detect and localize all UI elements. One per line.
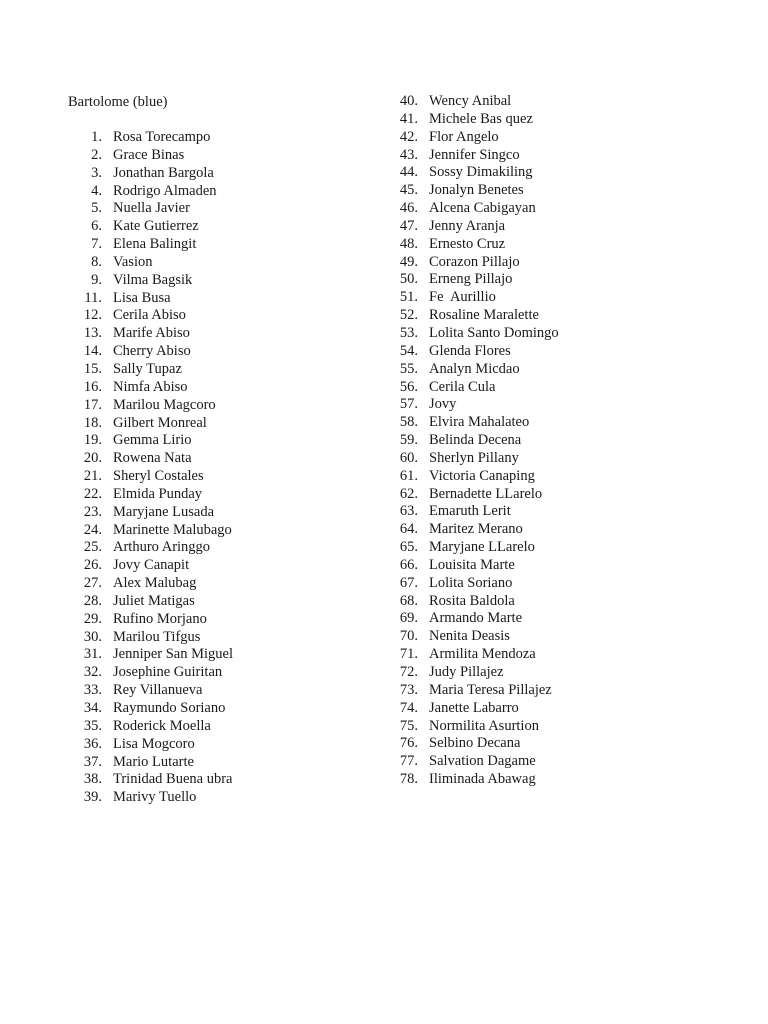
item-name: Jenniper San Miguel bbox=[113, 646, 234, 663]
list-item bbox=[68, 147, 233, 165]
item-name: Rosita Baldola bbox=[429, 592, 515, 609]
list-item bbox=[384, 307, 559, 325]
item-number: 66. bbox=[399, 556, 418, 573]
list-item bbox=[68, 415, 233, 433]
list-item bbox=[384, 254, 559, 272]
item-name: Rufino Morjano bbox=[113, 610, 207, 627]
item-name: Selbino Decana bbox=[429, 735, 521, 752]
item-number: 31. bbox=[83, 646, 102, 663]
item-name: Maritez Merano bbox=[429, 521, 523, 538]
item-name: Rosa Torecampo bbox=[113, 129, 211, 145]
item-name: Marinette Malubago bbox=[113, 521, 232, 538]
item-name: Marivy Tuello bbox=[113, 789, 197, 806]
item-name: Elena Balingit bbox=[113, 236, 197, 253]
item-number: 34. bbox=[83, 700, 102, 716]
item-name: Josephine Guiritan bbox=[113, 664, 223, 681]
item-number: 65. bbox=[399, 539, 418, 556]
list-item bbox=[384, 236, 559, 254]
item-number: 23. bbox=[83, 503, 102, 520]
item-number: 72. bbox=[399, 664, 418, 680]
item-name: Marife Abiso bbox=[113, 325, 190, 342]
item-number: 64. bbox=[399, 521, 418, 538]
item-name: Rey Villanueva bbox=[113, 682, 203, 699]
item-name: Kate Gutierrez bbox=[113, 218, 199, 235]
list-item bbox=[384, 682, 559, 700]
list-item bbox=[384, 771, 559, 789]
item-number: 76. bbox=[399, 735, 418, 752]
item-name: Bernadette LLarelo bbox=[429, 485, 543, 502]
item-number: 4. bbox=[91, 182, 102, 199]
item-name: Michele Bas quez bbox=[429, 110, 533, 127]
item-number: 73. bbox=[399, 681, 418, 698]
list-item bbox=[68, 450, 233, 468]
item-number: 71. bbox=[399, 646, 418, 663]
item-name: Iliminada Abawag bbox=[429, 771, 536, 788]
item-number: 18. bbox=[83, 414, 102, 431]
item-number: 36. bbox=[83, 735, 102, 752]
list-item bbox=[68, 343, 233, 361]
item-number: 74. bbox=[399, 699, 418, 716]
list-item bbox=[68, 379, 233, 397]
item-number: 30. bbox=[83, 628, 102, 645]
list-item bbox=[384, 753, 559, 771]
item-number: 9. bbox=[91, 271, 102, 288]
item-number: 70. bbox=[399, 628, 418, 645]
item-number: 26. bbox=[83, 557, 102, 574]
list-item bbox=[68, 664, 233, 682]
item-name: Maria Teresa Pillajez bbox=[429, 681, 552, 698]
list-item bbox=[384, 129, 559, 147]
item-number: 40. bbox=[399, 93, 418, 109]
item-name: Lisa Busa bbox=[113, 289, 171, 306]
item-name: Mario Lutarte bbox=[113, 753, 194, 770]
item-name: Corazon Pillajo bbox=[429, 253, 520, 270]
item-number: 3. bbox=[91, 164, 102, 181]
list-item bbox=[68, 200, 233, 218]
item-number: 2. bbox=[91, 146, 102, 163]
item-name: Grace Binas bbox=[113, 146, 185, 163]
item-name: Lolita Soriano bbox=[429, 574, 513, 591]
item-number: 63. bbox=[399, 503, 418, 520]
item-number: 49. bbox=[399, 253, 418, 270]
list-item bbox=[384, 664, 559, 682]
item-number: 58. bbox=[399, 414, 418, 431]
item-number: 32. bbox=[83, 664, 102, 681]
item-name: Nenita Deasis bbox=[429, 628, 510, 645]
item-number: 33. bbox=[83, 682, 102, 699]
item-number: 60. bbox=[399, 449, 418, 466]
document-title: Bartolome (blue) bbox=[68, 94, 168, 110]
item-name: Juliet Matigas bbox=[113, 592, 195, 609]
item-name: Elvira Mahalateo bbox=[429, 414, 530, 431]
list-item bbox=[384, 539, 559, 557]
item-name: Elmida Punday bbox=[113, 485, 203, 502]
list-item bbox=[384, 700, 559, 718]
item-number: 27. bbox=[83, 575, 102, 592]
list-item bbox=[68, 325, 233, 343]
list-item bbox=[68, 718, 233, 736]
list-item bbox=[384, 271, 559, 289]
item-number: 14. bbox=[83, 343, 102, 360]
list-item bbox=[68, 432, 233, 450]
item-name: Janette Labarro bbox=[429, 699, 519, 716]
item-number: 42. bbox=[399, 128, 418, 145]
item-number: 57. bbox=[399, 396, 418, 413]
list-item bbox=[68, 165, 233, 183]
item-name: Cherry Abiso bbox=[113, 343, 191, 360]
item-number: 69. bbox=[399, 610, 418, 627]
item-name: Vasion bbox=[113, 253, 153, 270]
item-name: Jovy bbox=[429, 396, 457, 413]
list-item bbox=[384, 610, 559, 628]
list-item bbox=[384, 503, 559, 521]
item-number: 41. bbox=[399, 110, 418, 127]
item-number: 75. bbox=[399, 717, 418, 734]
item-name: Ernesto Cruz bbox=[429, 235, 506, 252]
list-item bbox=[384, 396, 559, 414]
item-name: Normilita Asurtion bbox=[429, 717, 539, 734]
list-item bbox=[384, 521, 559, 539]
list-item bbox=[384, 164, 559, 182]
item-name: Belinda Decena bbox=[429, 432, 522, 449]
item-number: 51. bbox=[399, 289, 418, 306]
list-item bbox=[68, 771, 233, 789]
item-number: 17. bbox=[83, 396, 102, 413]
list-item bbox=[68, 397, 233, 415]
item-name: Armando Marte bbox=[429, 610, 523, 627]
item-number: 29. bbox=[83, 610, 102, 627]
item-name: Victoria Canaping bbox=[429, 467, 535, 484]
list-item bbox=[68, 539, 233, 557]
list-item bbox=[68, 218, 233, 236]
item-number: 68. bbox=[399, 592, 418, 609]
item-name: Marilou Magcoro bbox=[113, 396, 216, 413]
item-name: Cerila Cula bbox=[429, 378, 496, 395]
item-name: Jonathan Bargola bbox=[113, 164, 214, 181]
item-number: 46. bbox=[399, 200, 418, 217]
item-name: Jonalyn Benetes bbox=[429, 182, 524, 199]
item-number: 7. bbox=[91, 236, 102, 253]
list-item bbox=[68, 307, 233, 325]
item-number: 78. bbox=[399, 771, 418, 788]
list-item bbox=[68, 504, 233, 522]
list-item bbox=[68, 129, 233, 147]
item-name: Salvation Dagame bbox=[429, 753, 536, 770]
item-name: Sossy Dimakiling bbox=[429, 164, 533, 181]
item-number: 59. bbox=[399, 432, 418, 449]
item-name: Raymundo Soriano bbox=[113, 700, 226, 716]
item-number: 67. bbox=[399, 574, 418, 591]
item-name: Gilbert Monreal bbox=[113, 414, 207, 431]
list-item bbox=[68, 236, 233, 254]
item-number: 52. bbox=[399, 307, 418, 324]
list-item bbox=[68, 290, 233, 308]
item-name: Wency Anibal bbox=[429, 93, 512, 109]
list-item bbox=[384, 182, 559, 200]
item-name: Maryjane Lusada bbox=[113, 503, 215, 520]
list-item bbox=[384, 432, 559, 450]
item-name: Fe Aurillio bbox=[429, 289, 496, 306]
item-name: Emaruth Lerit bbox=[429, 503, 511, 520]
list-item bbox=[384, 111, 559, 129]
item-number: 45. bbox=[399, 182, 418, 199]
item-name: Jovy Canapit bbox=[113, 557, 190, 574]
item-name: Nuella Javier bbox=[113, 200, 190, 217]
item-number: 47. bbox=[399, 217, 418, 234]
list-item bbox=[68, 183, 233, 201]
list-item bbox=[384, 343, 559, 361]
item-number: 21. bbox=[83, 468, 102, 485]
item-number: 25. bbox=[83, 539, 102, 556]
item-number: 77. bbox=[399, 753, 418, 770]
item-number: 5. bbox=[91, 200, 102, 217]
item-name: Jennifer Singco bbox=[429, 146, 520, 163]
item-number: 37. bbox=[83, 753, 102, 770]
list-item bbox=[68, 361, 233, 379]
list-item bbox=[384, 147, 559, 165]
item-number: 43. bbox=[399, 146, 418, 163]
item-name: Arthuro Aringgo bbox=[113, 539, 211, 556]
item-number: 12. bbox=[83, 307, 102, 324]
list-item bbox=[384, 735, 559, 753]
item-name: Gemma Lirio bbox=[113, 432, 192, 449]
name-list-left bbox=[68, 129, 233, 807]
list-item bbox=[68, 522, 233, 540]
item-number: 48. bbox=[399, 235, 418, 252]
list-item bbox=[384, 200, 559, 218]
item-number: 22. bbox=[83, 485, 102, 502]
list-item bbox=[68, 254, 233, 272]
list-item bbox=[384, 593, 559, 611]
item-name: Rodrigo Almaden bbox=[113, 182, 217, 199]
item-number: 1. bbox=[91, 129, 102, 145]
list-item bbox=[68, 646, 233, 664]
item-name: Sheryl Costales bbox=[113, 468, 204, 485]
item-number: 50. bbox=[399, 271, 418, 288]
item-number: 20. bbox=[83, 450, 102, 467]
list-item bbox=[384, 486, 559, 504]
item-name: Nimfa Abiso bbox=[113, 378, 188, 395]
item-name: Rosaline Maralette bbox=[429, 307, 539, 324]
item-name: Marilou Tifgus bbox=[113, 628, 201, 645]
item-number: 28. bbox=[83, 592, 102, 609]
item-name: Judy Pillajez bbox=[429, 664, 504, 680]
item-name: Vilma Bagsik bbox=[113, 271, 193, 288]
item-name: Lisa Mogcoro bbox=[113, 735, 195, 752]
item-number: 44. bbox=[399, 164, 418, 181]
item-name: Glenda Flores bbox=[429, 342, 511, 359]
list-item bbox=[384, 646, 559, 664]
item-number: 24. bbox=[83, 521, 102, 538]
item-number: 54. bbox=[399, 342, 418, 359]
item-number: 19. bbox=[83, 432, 102, 449]
item-name: Flor Angelo bbox=[429, 128, 499, 145]
list-item bbox=[384, 557, 559, 575]
item-number: 39. bbox=[83, 789, 102, 806]
item-number: 55. bbox=[399, 360, 418, 377]
list-item bbox=[384, 718, 559, 736]
list-item bbox=[68, 486, 233, 504]
item-number: 13. bbox=[83, 325, 102, 342]
list-item bbox=[384, 628, 559, 646]
item-number: 8. bbox=[91, 253, 102, 270]
list-item bbox=[68, 682, 233, 700]
list-item bbox=[68, 629, 233, 647]
list-item bbox=[384, 93, 559, 111]
item-name: Lolita Santo Domingo bbox=[429, 324, 559, 341]
item-number: 16. bbox=[83, 378, 102, 395]
list-item bbox=[384, 218, 559, 236]
list-item bbox=[384, 414, 559, 432]
list-item bbox=[68, 736, 233, 754]
list-item bbox=[68, 700, 233, 718]
list-item bbox=[68, 468, 233, 486]
item-name: Sherlyn Pillany bbox=[429, 449, 519, 466]
item-name: Erneng Pillajo bbox=[429, 271, 513, 288]
item-name: Sally Tupaz bbox=[113, 360, 182, 377]
list-item bbox=[68, 593, 233, 611]
item-number: 11. bbox=[84, 289, 102, 306]
item-name: Alcena Cabigayan bbox=[429, 200, 536, 217]
item-number: 56. bbox=[399, 378, 418, 395]
item-name: Alex Malubag bbox=[113, 575, 197, 592]
list-item bbox=[68, 575, 233, 593]
item-name: Louisita Marte bbox=[429, 556, 515, 573]
list-item bbox=[68, 754, 233, 772]
item-name: Armilita Mendoza bbox=[429, 646, 536, 663]
list-item bbox=[384, 325, 559, 343]
list-item bbox=[68, 611, 233, 629]
item-name: Cerila Abiso bbox=[113, 307, 186, 324]
item-number: 15. bbox=[83, 360, 102, 377]
list-item bbox=[68, 557, 233, 575]
list-item bbox=[384, 379, 559, 397]
item-number: 35. bbox=[83, 717, 102, 734]
list-item bbox=[384, 450, 559, 468]
item-name: Maryjane LLarelo bbox=[429, 539, 535, 556]
item-name: Trinidad Buena ubra bbox=[113, 771, 233, 788]
list-item bbox=[68, 272, 233, 290]
list-item bbox=[384, 289, 559, 307]
item-number: 6. bbox=[91, 218, 102, 235]
item-number: 62. bbox=[399, 485, 418, 502]
item-number: 38. bbox=[83, 771, 102, 788]
list-item bbox=[384, 468, 559, 486]
item-name: Roderick Moella bbox=[113, 717, 211, 734]
name-list-right bbox=[384, 93, 559, 789]
item-name: Rowena Nata bbox=[113, 450, 192, 467]
list-item bbox=[384, 575, 559, 593]
item-name: Analyn Micdao bbox=[429, 360, 520, 377]
list-item bbox=[68, 789, 233, 807]
item-number: 61. bbox=[399, 467, 418, 484]
item-name: Jenny Aranja bbox=[429, 217, 506, 234]
item-number: 53. bbox=[399, 324, 418, 341]
list-item bbox=[384, 361, 559, 379]
